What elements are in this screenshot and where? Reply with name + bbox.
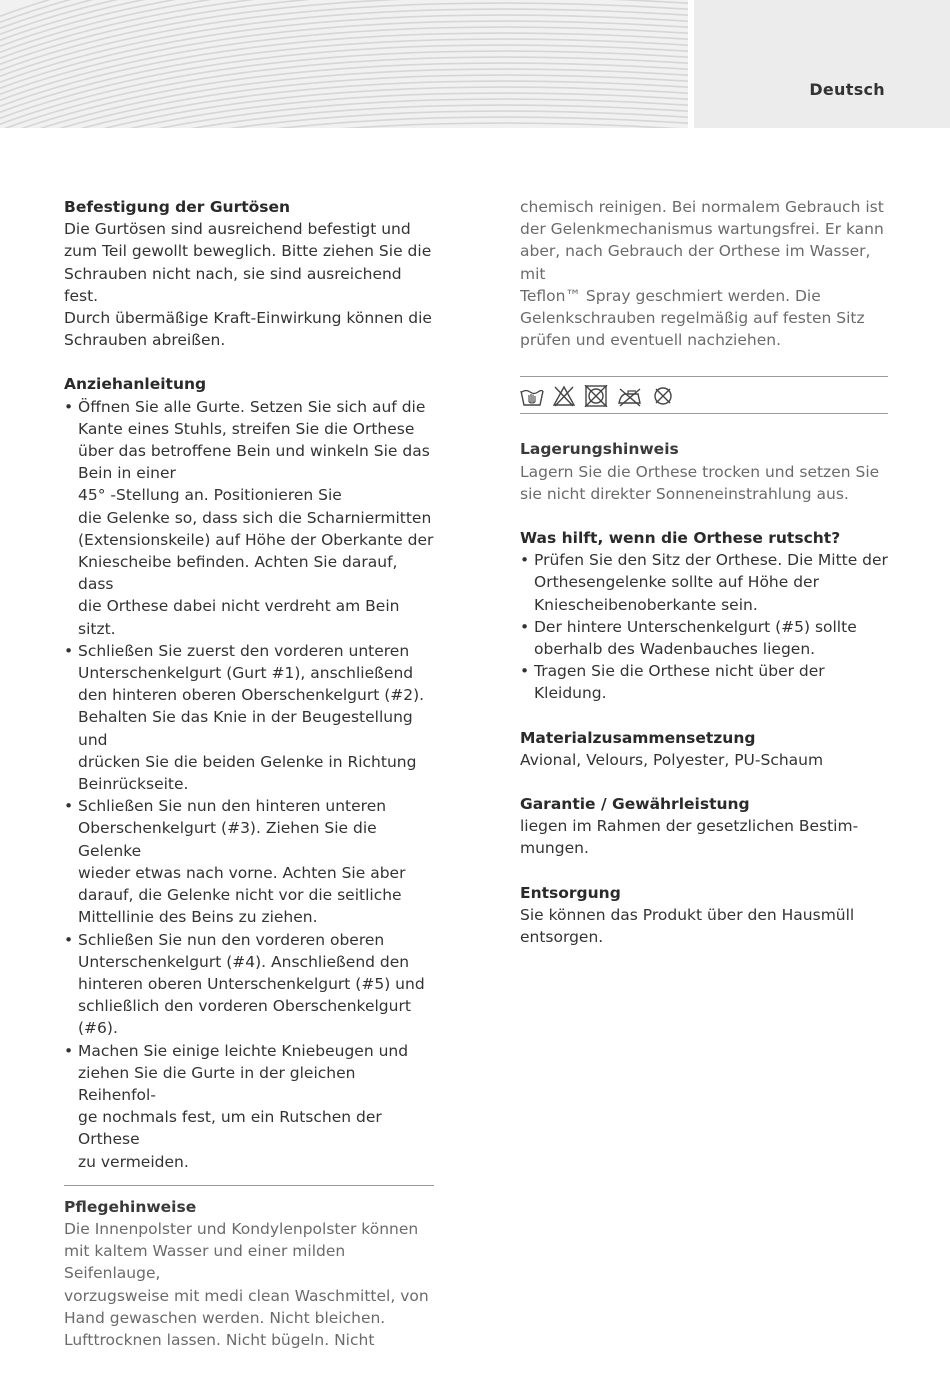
no-iron-icon <box>616 385 644 407</box>
text-line: Hand gewaschen werden. Nicht bleichen. <box>64 1308 386 1327</box>
section-body <box>520 749 888 771</box>
section-title: Pflegehinweise <box>64 1197 197 1216</box>
text-line: Orthesengelenke sollte auf Höhe der <box>534 573 819 592</box>
section-title: Entsorgung <box>520 883 621 902</box>
no-tumble-dry-icon <box>584 385 608 407</box>
text-line: Behalten Sie das Knie in der Beugestellung und <box>78 708 413 749</box>
section-body <box>520 461 888 505</box>
text-line: Beinrückseite. <box>78 775 189 794</box>
section-body <box>64 218 434 351</box>
section-body <box>520 815 888 859</box>
text-line: Kniescheibenoberkante sein. <box>534 595 758 614</box>
text-line: Bein in einer <box>78 464 176 483</box>
text-line: 45° -Stellung an. Positionieren Sie <box>78 486 342 505</box>
list-item <box>64 795 434 928</box>
list-item <box>64 1040 434 1173</box>
text-line: hinteren oberen Unterschenkelgurt (#5) und <box>78 974 425 993</box>
wave-line <box>0 111 688 128</box>
text-line: Gelenkschrauben regelmäßig auf festen Sitz <box>520 309 865 328</box>
language-label: Deutsch <box>809 80 885 99</box>
text-line: Avional, Velours, Polyester, PU-Schaum <box>520 750 824 769</box>
section-pflegehinweise <box>64 1196 434 1351</box>
list-item <box>520 549 888 616</box>
text-line: Unterschenkelgurt (Gurt #1), anschließend <box>78 664 414 683</box>
text-line: • Schließen Sie zuerst den vorderen unteren <box>78 641 410 660</box>
text-line: die Orthese dabei nicht verdreht am Bein sitzt. <box>78 597 400 638</box>
list-item <box>64 640 434 795</box>
text-line: drücken Sie die beiden Gelenke in Richtung <box>78 752 417 771</box>
wave-line <box>0 0 688 50</box>
text-line: sie nicht direkter Sonneneinstrahlung aus. <box>520 484 849 503</box>
text-line: Kniescheibe befinden. Achten Sie darauf, dass <box>78 553 398 594</box>
care-continuation <box>520 196 888 351</box>
text-line: • Öffnen Sie alle Gurte. Setzen Sie sich auf die <box>78 397 426 416</box>
text-line: (#6). <box>78 1019 118 1038</box>
section-body <box>520 904 888 948</box>
divider <box>64 1185 434 1186</box>
text-line: schließlich den vorderen Oberschenkelgurt <box>78 997 411 1016</box>
text-line: (Extensionskeile) auf Höhe der Oberkante der <box>78 530 434 549</box>
section-entsorgung <box>520 882 888 949</box>
text-line: Oberschenkelgurt (#3). Ziehen Sie die Gelenke <box>78 819 377 860</box>
section-title: Befestigung der Gurtösen <box>64 198 291 216</box>
text-line: Die Gurtösen sind ausreichend befestigt und <box>64 220 411 239</box>
section-body <box>64 1218 434 1351</box>
text-line: Schrauben abreißen. <box>64 331 226 350</box>
list-item <box>520 616 888 660</box>
list-item <box>64 929 434 1040</box>
text-line: oberhalb des Wadenbauches liegen. <box>534 640 816 659</box>
divider <box>520 413 888 414</box>
left-column <box>64 196 434 1373</box>
text-line: Lagern Sie die Orthese trocken und setzen Sie <box>520 462 880 481</box>
instruction-list <box>64 396 434 1173</box>
text-line: zu vermeiden. <box>78 1152 189 1171</box>
section-material <box>520 727 888 771</box>
text-line: Unterschenkelgurt (#4). Anschließend den <box>78 952 410 971</box>
section-title: Garantie / Gewährleistung <box>520 795 750 814</box>
text-line: mit kaltem Wasser und einer milden Seifenlauge, <box>64 1242 346 1283</box>
text-line: chemisch reinigen. Bei normalem Gebrauch ist <box>520 198 884 216</box>
text-line: der Gelenkmechanismus wartungsfrei. Er kann <box>520 220 884 239</box>
section-gurtoesen <box>64 196 434 351</box>
text-line: entsorgen. <box>520 928 604 947</box>
no-dry-clean-icon <box>652 385 674 407</box>
text-line: prüfen und eventuell nachziehen. <box>520 331 781 350</box>
list-item <box>520 660 888 704</box>
tips-list <box>520 549 888 704</box>
text-line: zum Teil gewollt beweglich. Bitte ziehen Sie die <box>64 242 432 261</box>
section-title: Anziehanleitung <box>64 375 207 394</box>
text-line: Die Innenpolster und Kondylenpolster können <box>64 1219 419 1238</box>
text-line: aber, nach Gebrauch der Orthese im Wasser, mit <box>520 242 871 283</box>
wave-line <box>0 123 688 128</box>
text-line: liegen im Rahmen der gesetzlichen Bestim- <box>520 817 859 836</box>
text-line: darauf, die Gelenke nicht vor die seitliche <box>78 886 402 905</box>
section-anziehanleitung <box>64 373 434 1172</box>
no-bleach-icon <box>552 385 576 407</box>
text-line: • Schließen Sie nun den vorderen oberen <box>78 930 385 949</box>
text-line: vorzugsweise mit medi clean Waschmittel, von <box>64 1286 429 1305</box>
text-line: Durch übermäßige Kraft-Einwirkung können die <box>64 309 432 328</box>
section-title: Lagerungshinweis <box>520 440 679 459</box>
text-line: • Machen Sie einige leichte Kniebeugen und <box>78 1041 409 1060</box>
text-line: Lufttrocknen lassen. Nicht bügeln. Nicht <box>64 1330 375 1349</box>
text-line: den hinteren oberen Oberschenkelgurt (#2). <box>78 686 425 705</box>
text-line: • Schließen Sie nun den hinteren unteren <box>78 797 387 816</box>
hand-wash-icon <box>520 385 544 407</box>
header-language-panel <box>694 0 950 128</box>
right-column <box>520 196 888 970</box>
text-line: Teflon™ Spray geschmiert werden. Die <box>520 286 821 305</box>
section-garantie <box>520 793 888 860</box>
text-line: • Tragen Sie die Orthese nicht über der Kleidung. <box>534 662 825 703</box>
section-title: Was hilft, wenn die Orthese rutscht? <box>520 529 841 548</box>
header-wave-banner <box>0 0 688 128</box>
text-line: • Prüfen Sie den Sitz der Orthese. Die Mitte der <box>534 551 888 570</box>
text-line: wieder etwas nach vorne. Achten Sie aber <box>78 863 406 882</box>
text-line: Sie können das Produkt über den Hausmüll <box>520 905 855 924</box>
section-title: Materialzusammensetzung <box>520 728 756 747</box>
text-line: die Gelenke so, dass sich die Scharniermitten <box>78 508 432 527</box>
text-line: über das betroffene Bein und winkeln Sie das <box>78 442 430 461</box>
text-line: • Der hintere Unterschenkelgurt (#5) sollte <box>534 617 857 636</box>
text-line: Kante eines Stuhls, streifen Sie die Orthese <box>78 419 415 438</box>
text-line: mungen. <box>520 839 589 858</box>
care-symbols <box>520 377 888 413</box>
text-line: ziehen Sie die Gurte in der gleichen Reihenfol- <box>78 1063 356 1104</box>
section-rutscht <box>520 527 888 705</box>
text-line: Schrauben nicht nach, sie sind ausreichend fest. <box>64 264 402 305</box>
text-line: ge nochmals fest, um ein Rutschen der Orthese <box>78 1108 382 1149</box>
text-line: Mittellinie des Beins zu ziehen. <box>78 908 318 927</box>
section-lagerung <box>520 438 888 505</box>
list-item <box>64 396 434 640</box>
